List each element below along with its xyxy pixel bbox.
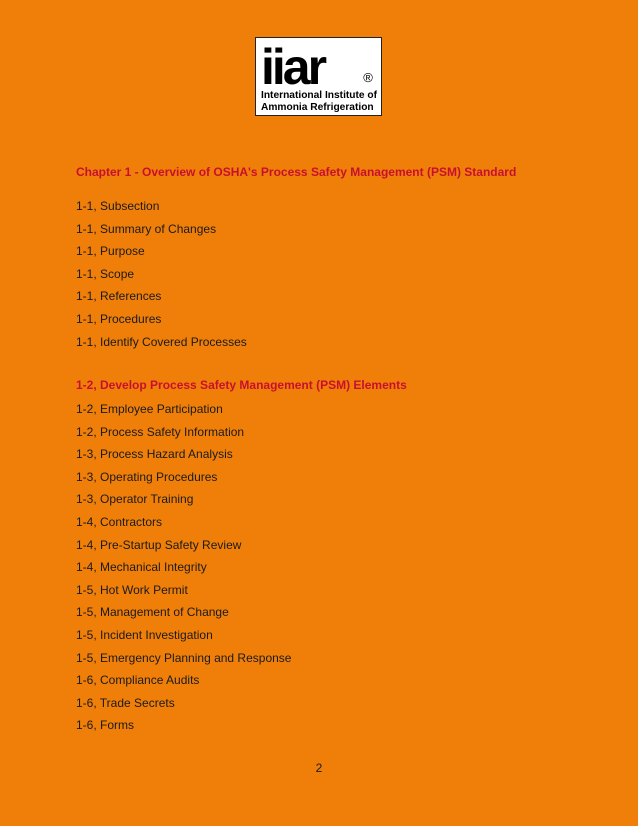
toc-item: 1-5, Emergency Planning and Response: [76, 650, 292, 665]
toc-item: 1-4, Contractors: [76, 514, 163, 529]
logo-line-1: International Institute of: [261, 90, 378, 101]
logo-line-2: Ammonia Refrigeration: [261, 102, 374, 113]
chapter-1-list: [76, 199, 247, 357]
chapter-1-heading: Chapter 1 - Overview of OSHA's Process Safety Management (PSM) Standard: [76, 165, 517, 179]
toc-item: 1-3, Process Hazard Analysis: [76, 447, 233, 462]
toc-item: 1-1, Procedures: [76, 311, 162, 326]
toc-item: 1-5, Management of Change: [76, 605, 229, 620]
toc-item: 1-2, Process Safety Information: [76, 424, 245, 439]
toc-item: 1-1, Identify Covered Processes: [76, 334, 247, 349]
toc-item: 1-4, Mechanical Integrity: [76, 560, 207, 575]
toc-item: 1-4, Pre-Startup Safety Review: [76, 537, 242, 552]
toc-item: 1-3, Operator Training: [76, 492, 194, 507]
toc-item: 1-6, Compliance Audits: [76, 673, 200, 688]
logo-wordmark: iiar: [261, 39, 325, 95]
toc-item: 1-1, Purpose: [76, 244, 145, 259]
toc-item: 1-1, References: [76, 289, 162, 304]
iiar-logo: [255, 37, 382, 116]
section-1-2-heading: 1-2, Develop Process Safety Management (PSM) Elements: [76, 378, 407, 392]
toc-item: 1-3, Operating Procedures: [76, 469, 218, 484]
section-1-2-list: [76, 402, 291, 741]
logo-graphic: [256, 38, 381, 115]
toc-item: 1-6, Trade Secrets: [76, 695, 175, 710]
toc-item: 1-2, Employee Participation: [76, 402, 223, 416]
toc-item: 1-5, Incident Investigation: [76, 627, 213, 642]
toc-item: 1-5, Hot Work Permit: [76, 582, 188, 597]
page-number: 2: [315, 761, 323, 775]
toc-item: 1-6, Forms: [76, 718, 135, 733]
toc-item: 1-1, Subsection: [76, 199, 160, 213]
toc-item: 1-1, Summary of Changes: [76, 221, 217, 236]
registered-mark: ®: [363, 70, 373, 85]
toc-item: 1-1, Scope: [76, 266, 135, 281]
